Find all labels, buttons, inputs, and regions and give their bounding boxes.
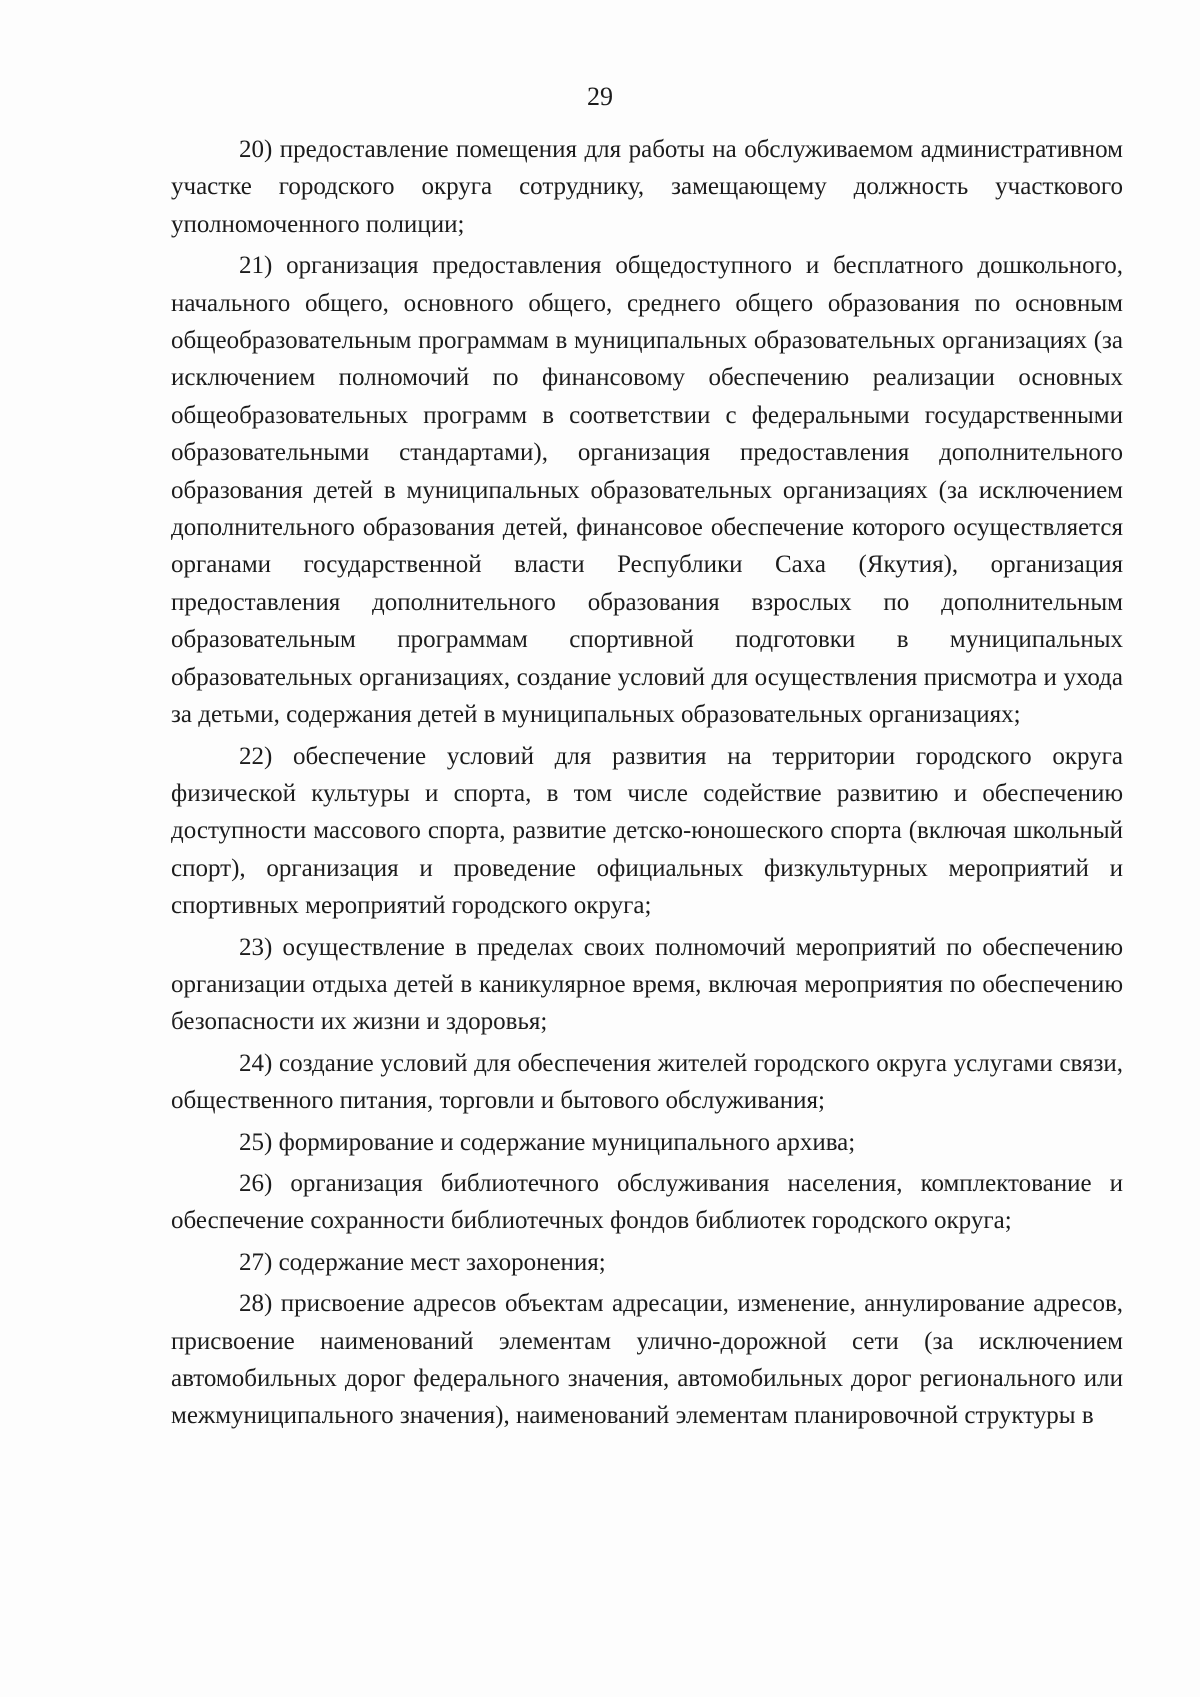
paragraph-item-28: 28) присвоение адресов объектам адресации, изменение, аннулирование адресов, присвоение наименований элементам улично-дорожной сети (за исключением автомобильных дорог федерального значения, автомобильных дорог регионального или межмуниципального значения), наименований элементам планировочной структуры в [171, 1290, 1123, 1430]
paragraph-item-25: 25) формирование и содержание муниципального архива; [239, 1128, 856, 1156]
paragraph-item-20: 20) предоставление помещения для работы на обслуживаемом административном участке городского округа сотруднику, замещающему должность участкового уполномоченного полиции; [171, 136, 1123, 238]
paragraph-item-21: 21) организация предоставления общедоступного и бесплатного дошкольного, начального общего, основного общего, среднего общего образования по основным общеобразовательным программам в муниципальных образовательных организациях (за исключением полномочий по финансовому обеспечению реализации основных общеобразовательных программ в соответствии с федеральными государственными образовательными стандартами), организация предоставления дополнительного образования детей в муниципальных образовательных организациях (за исключением дополнительного образования детей, финансовое обеспечение которого осуществляется органами государственной власти Республики Саха (Якутия), организация предоставления дополнительного образования взрослых по дополнительным образовательным программам спортивной подготовки в муниципальных образовательных организациях, создание условий для осуществления присмотра и ухода за детьми, содержания детей в муниципальных образовательных организациях; [171, 252, 1123, 729]
document-body [171, 131, 1123, 1439]
paragraph-item-23: 23) осуществление в пределах своих полномочий мероприятий по обеспечению организации отдыха детей в каникулярное время, включая мероприятия по обеспечению безопасности их жизни и здоровья; [171, 933, 1123, 1036]
paragraph-item-26: 26) организация библиотечного обслуживания населения, комплектование и обеспечение сохранности библиотечных фондов библиотек городского округа; [171, 1169, 1123, 1235]
paragraph-item-27: 27) содержание мест захоронения; [239, 1248, 606, 1276]
page-number: 29 [587, 82, 613, 111]
paragraph-item-24: 24) создание условий для обеспечения жителей городского округа услугами связи, общественного питания, торговли и бытового обслуживания; [171, 1049, 1123, 1115]
paragraph-item-22: 22) обеспечение условий для развития на территории городского округа физической культуры и спорта, в том числе содействие развитию и обеспечению доступности массового спорта, развитие детско-юношеского спорта (включая школьный спорт), организация и проведение официальных физкультурных мероприятий и спортивных мероприятий городского округа; [171, 742, 1123, 920]
